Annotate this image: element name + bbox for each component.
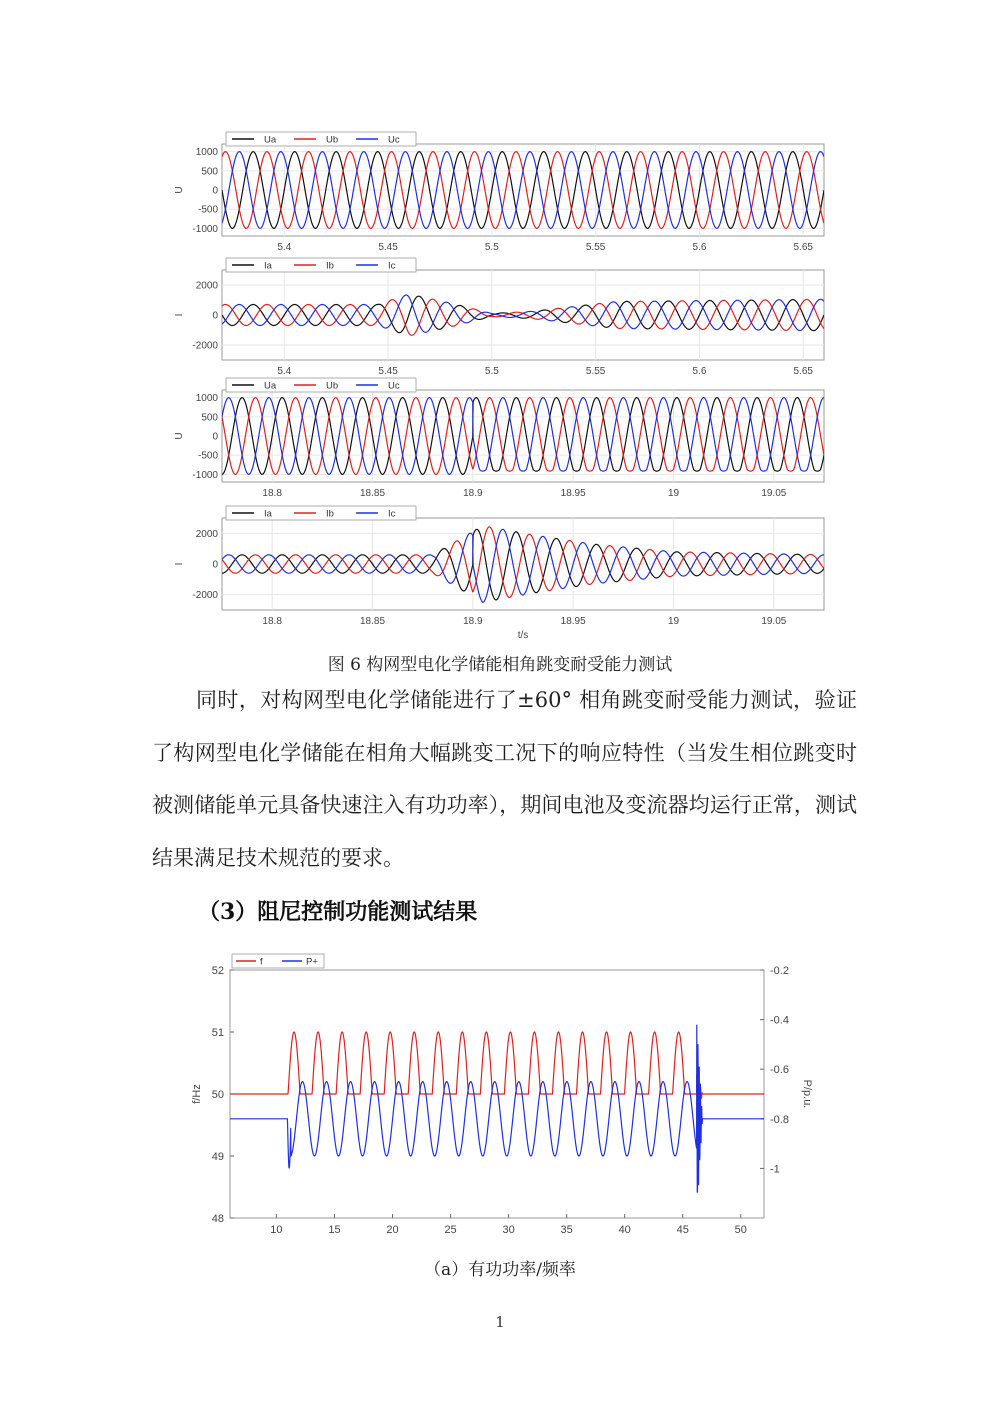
legend-label: Ub <box>326 134 339 146</box>
y-tick-label-right: -1 <box>770 1163 780 1176</box>
y-tick-label-left: 50 <box>211 1089 224 1101</box>
legend-label: f <box>260 956 263 968</box>
y-tick-label-right: -0.6 <box>770 1064 789 1077</box>
y-tick-label: 2000 <box>195 280 218 292</box>
panel-2 <box>174 258 824 377</box>
y-axis-label: U <box>174 432 185 440</box>
legend-label: Ib <box>326 508 334 520</box>
page-number: 1 <box>495 1313 505 1331</box>
legend-label: Ub <box>326 380 339 392</box>
figure-a-chart <box>186 945 816 1250</box>
y-tick-label: 500 <box>201 166 218 178</box>
panel-4 <box>174 506 824 640</box>
x-tick-label: 25 <box>444 1224 457 1236</box>
legend-label: Ua <box>264 134 277 146</box>
x-tick-label: 15 <box>328 1224 341 1236</box>
y-tick-label: -1000 <box>192 469 218 481</box>
y-tick-label: 2000 <box>195 528 218 540</box>
x-tick-label: 18.8 <box>262 488 282 499</box>
y-tick-label: 0 <box>212 185 218 197</box>
legend <box>226 378 416 392</box>
x-tick-label: 10 <box>270 1224 283 1236</box>
x-tick-label: 18.85 <box>359 616 386 627</box>
y-tick-label: 1000 <box>195 147 218 159</box>
x-tick-label: 45 <box>676 1224 689 1236</box>
x-tick-label: 18.85 <box>359 488 386 499</box>
body-paragraph <box>152 674 857 884</box>
figure-6-caption: 图 6 构网型电化学储能相角跳变耐受能力测试 <box>327 655 673 675</box>
y-tick-label: 0 <box>212 310 218 322</box>
x-tick-label: 18.9 <box>463 488 483 499</box>
y-axis-label: U <box>174 186 185 194</box>
legend <box>232 954 324 968</box>
y-tick-label: 0 <box>212 559 218 571</box>
legend <box>226 506 416 520</box>
y-tick-label-left: 52 <box>211 965 224 977</box>
y-tick-label: -1000 <box>192 223 218 235</box>
y-tick-label: 1000 <box>195 393 218 405</box>
legend-label: Ic <box>388 508 396 520</box>
y-tick-label: -500 <box>197 204 218 216</box>
x-tick-label: 5.4 <box>277 366 292 377</box>
x-tick-label: 19.05 <box>761 616 787 627</box>
x-tick-label: 19 <box>667 488 680 499</box>
section-heading: （3）阻尼控制功能测试结果 <box>198 899 478 925</box>
y-tick-label: -2000 <box>192 590 218 602</box>
legend-label: P+ <box>306 956 318 968</box>
x-tick-label: 5.55 <box>585 242 606 253</box>
paragraph-text: 同时，对构网型电化学储能进行了±60° 相角跳变耐受能力测试，验证了构网型电化学储能在相角大幅跳变工况下的响应特性（当发生相位跳变时被测储能单元具备快速注入有功功率），期间电池及变流器均运行正常，测试结果满足技术规范的要求。 <box>152 688 857 870</box>
legend <box>226 258 416 272</box>
x-tick-label: 5.45 <box>378 366 398 377</box>
legend-label: Ia <box>264 508 272 520</box>
legend-label: Ib <box>326 260 334 272</box>
panel-3 <box>174 378 824 499</box>
x-tick-label: 19 <box>667 616 680 627</box>
x-tick-label: 5.5 <box>484 366 499 377</box>
legend-label: Ic <box>388 260 396 272</box>
x-tick-label: 5.55 <box>585 366 606 377</box>
y-tick-label: -500 <box>197 450 218 462</box>
y-tick-label-right: -0.2 <box>770 965 789 977</box>
legend-label: Ia <box>264 260 272 272</box>
x-tick-label: 35 <box>560 1224 573 1236</box>
x-axis-label: t/s <box>517 630 529 640</box>
y-tick-label-left: 51 <box>211 1027 224 1039</box>
legend-label: Ua <box>264 380 277 392</box>
x-tick-label: 5.65 <box>793 242 813 253</box>
x-tick-label: 5.6 <box>692 242 707 253</box>
legend-label: Uc <box>388 134 400 146</box>
x-tick-label: 20 <box>386 1224 399 1236</box>
legend-label: Uc <box>388 380 400 392</box>
x-tick-label: 19.05 <box>761 488 787 499</box>
x-tick-label: 5.65 <box>793 366 813 377</box>
figure-a-caption: （a）有功功率/频率 <box>424 1260 576 1280</box>
x-tick-label: 5.45 <box>378 242 398 253</box>
x-tick-label: 5.6 <box>692 366 707 377</box>
x-tick-label: 5.4 <box>277 242 292 253</box>
y-axis-label-right: P/p.u. <box>801 1079 813 1109</box>
x-tick-label: 5.5 <box>484 242 499 253</box>
legend <box>226 132 416 146</box>
y-axis-label-left: f/Hz <box>191 1084 203 1104</box>
y-tick-label: -2000 <box>192 340 218 352</box>
x-tick-label: 30 <box>502 1224 515 1236</box>
y-tick-label: 500 <box>201 412 218 424</box>
x-tick-label: 18.8 <box>262 616 282 627</box>
panel-1 <box>174 132 824 253</box>
y-tick-label-right: -0.8 <box>770 1113 789 1126</box>
y-axis-label: I <box>174 313 185 317</box>
y-tick-label-left: 49 <box>211 1151 224 1163</box>
y-tick-label-left: 48 <box>211 1213 224 1225</box>
y-tick-label-right: -0.4 <box>770 1014 789 1027</box>
figure-6-panels <box>170 128 840 640</box>
y-axis-label: I <box>174 562 185 566</box>
x-tick-label: 18.95 <box>560 488 586 499</box>
x-tick-label: 40 <box>618 1224 631 1236</box>
y-tick-label: 0 <box>212 431 218 443</box>
x-tick-label: 18.95 <box>560 616 586 627</box>
x-tick-label: 18.9 <box>463 616 483 627</box>
x-tick-label: 50 <box>734 1224 747 1236</box>
